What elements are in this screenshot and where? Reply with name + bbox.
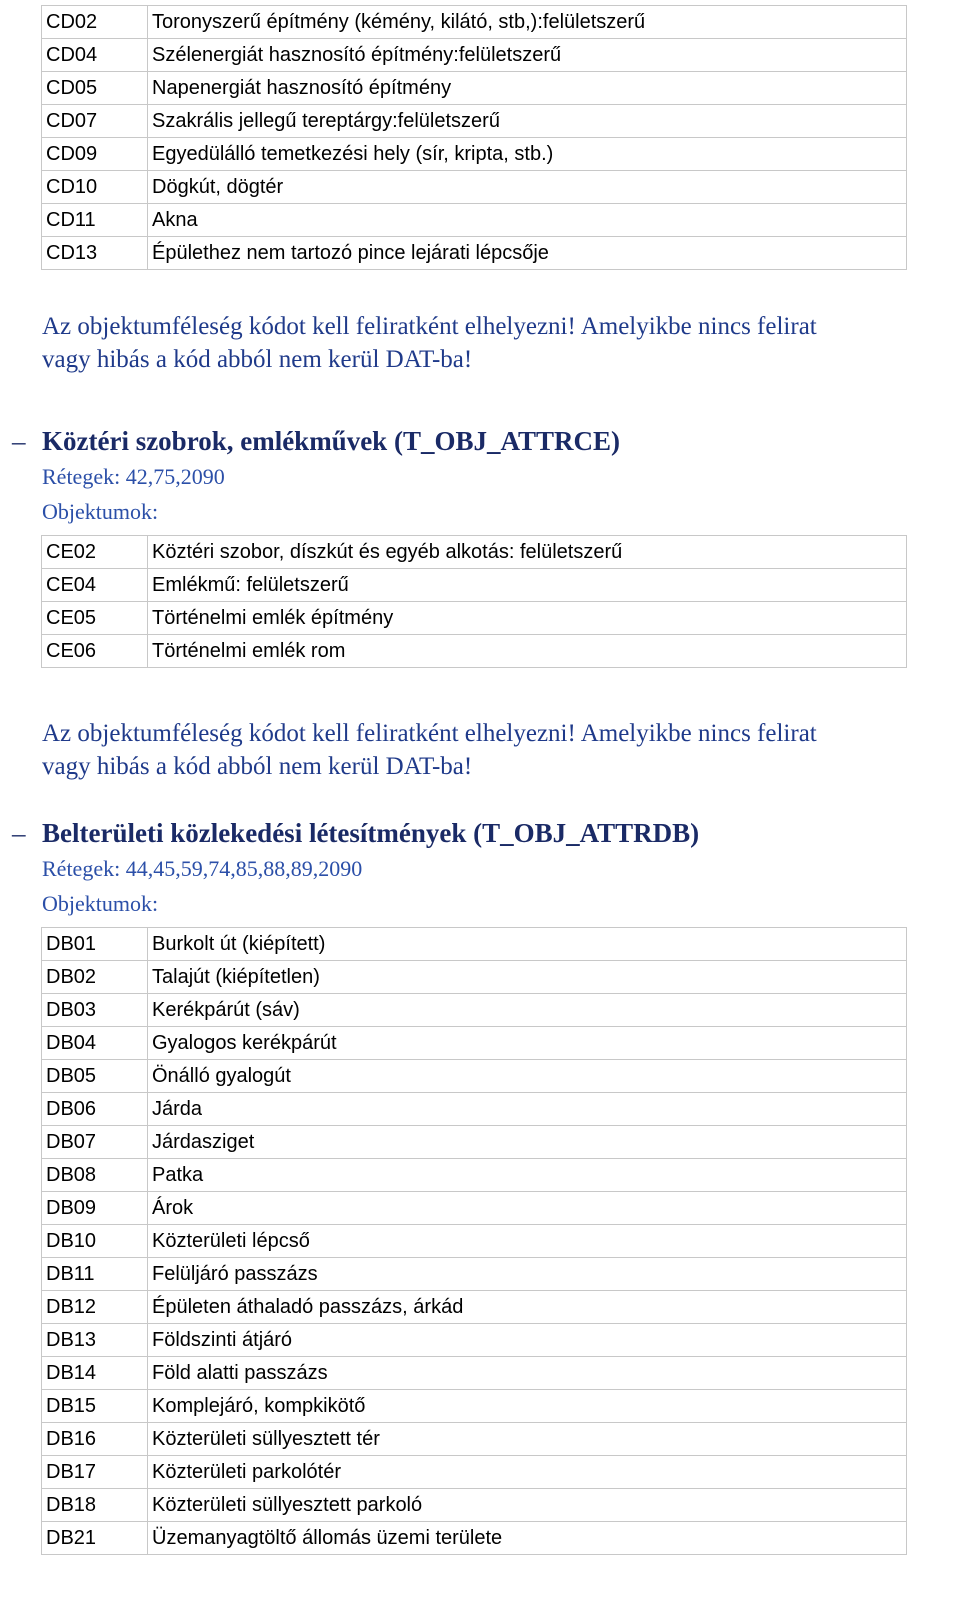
table-row	[42, 928, 907, 961]
object-code: CD04	[42, 39, 148, 72]
note-line-2: vagy hibás a kód abból nem kerül DAT-ba!	[42, 753, 473, 780]
object-description: Gyalogos kerékpárút	[148, 1027, 907, 1060]
object-description: Burkolt út (kiépített)	[148, 928, 907, 961]
list-dash: –	[12, 426, 26, 456]
table-row	[42, 961, 907, 994]
note-cd	[42, 310, 942, 376]
table-row	[42, 237, 907, 270]
table-row	[42, 1390, 907, 1423]
table-row	[42, 1423, 907, 1456]
object-code: CD11	[42, 204, 148, 237]
object-code: DB08	[42, 1159, 148, 1192]
object-description: Patka	[148, 1159, 907, 1192]
object-code: DB13	[42, 1324, 148, 1357]
object-code: DB07	[42, 1126, 148, 1159]
table-row	[42, 994, 907, 1027]
object-description: Földszinti átjáró	[148, 1324, 907, 1357]
object-description: Közterületi parkolótér	[148, 1456, 907, 1489]
object-code: CE06	[42, 635, 148, 668]
section-heading-db	[12, 816, 699, 850]
note-line-1: Az objektumféleség kódot kell feliratként elhelyezni! Amelyikbe nincs felirat	[42, 313, 817, 340]
object-code: DB05	[42, 1060, 148, 1093]
object-description: Közterületi süllyesztett parkoló	[148, 1489, 907, 1522]
object-description: Történelmi emlék építmény	[148, 602, 907, 635]
section-heading-ce	[12, 424, 620, 458]
table-row	[42, 1027, 907, 1060]
section-title: Belterületi közlekedési létesítmények (T_OBJ_ATTRDB)	[42, 818, 700, 848]
object-code: DB01	[42, 928, 148, 961]
object-code: CD07	[42, 105, 148, 138]
object-code: DB18	[42, 1489, 148, 1522]
table-row	[42, 204, 907, 237]
object-description: Emlékmű: felületszerű	[148, 569, 907, 602]
note-line-2: vagy hibás a kód abból nem kerül DAT-ba!	[42, 346, 473, 373]
table-row	[42, 72, 907, 105]
object-description: Kerékpárút (sáv)	[148, 994, 907, 1027]
object-code: DB04	[42, 1027, 148, 1060]
object-description: Önálló gyalogút	[148, 1060, 907, 1093]
object-description: Közterületi süllyesztett tér	[148, 1423, 907, 1456]
code-table-db	[41, 927, 907, 1555]
table-row	[42, 1192, 907, 1225]
code-table-ce	[41, 535, 907, 668]
table-row	[42, 1291, 907, 1324]
table-row	[42, 39, 907, 72]
object-description: Járdasziget	[148, 1126, 907, 1159]
object-description: Árok	[148, 1192, 907, 1225]
object-description: Köztéri szobor, díszkút és egyéb alkotás: felületszerű	[148, 536, 907, 569]
table-row	[42, 1324, 907, 1357]
table-row	[42, 569, 907, 602]
object-code: CD09	[42, 138, 148, 171]
object-description: Felüljáró passzázs	[148, 1258, 907, 1291]
table-row	[42, 171, 907, 204]
table-row	[42, 1456, 907, 1489]
table-row	[42, 1258, 907, 1291]
object-code: DB02	[42, 961, 148, 994]
table-row	[42, 1357, 907, 1390]
object-code: CD02	[42, 6, 148, 39]
object-code: DB12	[42, 1291, 148, 1324]
object-description: Egyedülálló temetkezési hely (sír, kripta, stb.)	[148, 138, 907, 171]
objects-label-ce: Objektumok:	[42, 499, 159, 524]
object-description: Napenergiát hasznosító építmény	[148, 72, 907, 105]
object-description: Föld alatti passzázs	[148, 1357, 907, 1390]
code-table-cd	[41, 5, 907, 270]
table-row	[42, 602, 907, 635]
table-row	[42, 105, 907, 138]
object-code: DB06	[42, 1093, 148, 1126]
object-description: Épületen áthaladó passzázs, árkád	[148, 1291, 907, 1324]
object-code: DB21	[42, 1522, 148, 1555]
note-ce	[42, 717, 942, 783]
object-description: Szakrális jellegű tereptárgy:felületszerű	[148, 105, 907, 138]
object-code: CE04	[42, 569, 148, 602]
object-code: DB17	[42, 1456, 148, 1489]
object-code: CE05	[42, 602, 148, 635]
table-row	[42, 1159, 907, 1192]
object-code: DB10	[42, 1225, 148, 1258]
object-description: Toronyszerű építmény (kémény, kilátó, stb,):felületszerű	[148, 6, 907, 39]
table-row	[42, 1489, 907, 1522]
object-code: DB11	[42, 1258, 148, 1291]
table-row	[42, 1060, 907, 1093]
object-code: DB09	[42, 1192, 148, 1225]
object-code: CE02	[42, 536, 148, 569]
object-code: DB16	[42, 1423, 148, 1456]
note-line-1: Az objektumféleség kódot kell feliratként elhelyezni! Amelyikbe nincs felirat	[42, 720, 817, 747]
table-row	[42, 1093, 907, 1126]
table-row	[42, 1126, 907, 1159]
list-dash: –	[12, 818, 26, 848]
object-description: Szélenergiát hasznosító építmény:felületszerű	[148, 39, 907, 72]
table-row	[42, 1522, 907, 1555]
object-description: Komplejáró, kompkikötő	[148, 1390, 907, 1423]
object-description: Épülethez nem tartozó pince lejárati lépcsője	[148, 237, 907, 270]
objects-label-db: Objektumok:	[42, 891, 159, 916]
object-code: CD05	[42, 72, 148, 105]
object-code: DB15	[42, 1390, 148, 1423]
object-description: Közterületi lépcső	[148, 1225, 907, 1258]
object-description: Történelmi emlék rom	[148, 635, 907, 668]
object-description: Üzemanyagtöltő állomás üzemi területe	[148, 1522, 907, 1555]
table-row	[42, 138, 907, 171]
object-description: Dögkút, dögtér	[148, 171, 907, 204]
layers-ce: Rétegek: 42,75,2090	[42, 464, 225, 489]
object-description: Akna	[148, 204, 907, 237]
object-description: Talajút (kiépítetlen)	[148, 961, 907, 994]
object-code: CD13	[42, 237, 148, 270]
table-row	[42, 6, 907, 39]
table-row	[42, 1225, 907, 1258]
table-row	[42, 635, 907, 668]
section-title: Köztéri szobrok, emlékművek (T_OBJ_ATTRCE)	[42, 426, 620, 456]
layers-db: Rétegek: 44,45,59,74,85,88,89,2090	[42, 856, 363, 881]
object-description: Járda	[148, 1093, 907, 1126]
table-row	[42, 536, 907, 569]
object-code: CD10	[42, 171, 148, 204]
object-code: DB03	[42, 994, 148, 1027]
object-code: DB14	[42, 1357, 148, 1390]
